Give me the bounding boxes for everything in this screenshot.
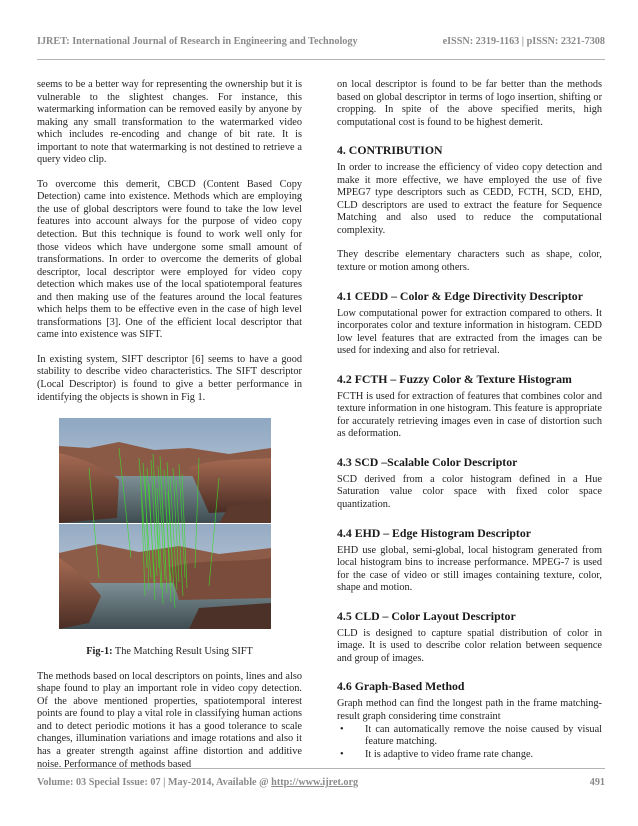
paragraph: FCTH is used for extraction of features that combines color and texture information in one histogram. This feature is appropriate for accurately retrieving images even in case of distortion such as deformation.	[337, 390, 602, 440]
running-footer	[37, 777, 605, 791]
sift-matching-image	[59, 418, 271, 629]
issn-info: eISSN: 2319-1163 | pISSN: 2321-7308	[442, 36, 605, 47]
paragraph: on local descriptor is found to be far better than the methods based on global descriptor in terms of logo insertion, shifting or cropping. In spite of the above specified merits, high computational cost is found to be highest demerit.	[337, 79, 602, 128]
paragraph: Low computational power for extraction compared to others. It incorporates color and texture information in histogram. CEDD low level features that are extracted from the images can be used for indexing and also for retrieval.	[337, 307, 602, 357]
paragraph: Graph method can find the longest path in the frame matching-result graph considering time constraint	[337, 698, 602, 722]
figure-sift-matching	[59, 418, 271, 629]
running-header	[37, 36, 605, 52]
section-heading: 4.1 CEDD – Color & Edge Directivity Descriptor	[337, 288, 583, 303]
page-number: 491	[589, 777, 605, 788]
left-column	[37, 79, 302, 771]
paragraph: CLD is designed to capture spatial distribution of color in image. It is used to describe color relation between sequence and group of images.	[337, 627, 602, 664]
section-heading: 4.2 FCTH – Fuzzy Color & Texture Histogram	[337, 371, 572, 386]
header-rule	[37, 59, 605, 60]
paragraph: SCD derived from a color histogram defined in a Hue Saturation value color space with fixed color space quantization.	[337, 473, 602, 511]
journal-title: IJRET: International Journal of Research in Engineering and Technology	[37, 36, 358, 47]
paragraph: In existing system, SIFT descriptor [6] seems to have a good stability to describe video characteristics. The SIFT descriptor (Local Descriptor) is found to give a better performance in identifying the objects is shown in Fig 1.	[37, 353, 302, 403]
paragraph: In order to increase the efficiency of video copy detection and make it more effective, we have employed the use of five MPEG7 type descriptors such as CEDD, FCTH, SCD, EHD, CLD descriptors are used to extract the feature for Sequence Matching and also used to reduce the computational complexity.	[337, 162, 602, 236]
paragraph: EHD use global, semi-global, local histogram generated from local histogram bins to increase performance. MPEG-7 is used for the case of video or still images containing texture, color, shape and motion.	[337, 544, 602, 594]
paragraph: They describe elementary characters such as shape, color, texture or motion among others.	[337, 249, 602, 274]
journal-link[interactable]: http://www.ijret.org	[271, 777, 359, 788]
paragraph: seems to be a better way for representing the ownership but it is vulnerable to the slightest changes. For instance, this watermarking information can be removed easily by anyone by making any small transformation to the watermarked video which includes re-encoding and change of bit rate. It is important to note that watermarking is not destined to retrieve a query video clip.	[37, 79, 302, 166]
bullet-icon: •	[340, 748, 344, 760]
footer-volume: Volume: 03 Special Issue: 07 | May-2014, Available @ http://www.ijret.org	[37, 777, 359, 788]
footer-rule	[37, 768, 605, 769]
bullet-icon: •	[340, 723, 344, 735]
list-item: • It is adaptive to video frame rate change.	[340, 748, 534, 760]
caption-label: Fig-1:	[86, 646, 113, 658]
section-heading: 4.4 EHD – Edge Histogram Descriptor	[337, 525, 531, 540]
section-heading: 4.5 CLD – Color Layout Descriptor	[337, 608, 516, 623]
paragraph: The methods based on local descriptors on points, lines and also shape found to play an important role in video copy detection. Of the above mentioned properties, spatiotemporal interest points are found to play a vital role in classifying human actions and to detect periodic motions it has a good tolerance to scale changes, illumination variations and image rotations and also it has a greater strength against affine distortion and additive noise. Performance of methods based	[37, 670, 302, 770]
section-heading: 4.3 SCD –Scalable Color Descriptor	[337, 454, 518, 469]
section-heading: 4. CONTRIBUTION	[337, 143, 443, 158]
list-item: • It can automatically remove the noise caused by visual feature matching.	[340, 723, 602, 748]
right-column	[337, 79, 602, 761]
caption-text: The Matching Result Using SIFT	[112, 646, 253, 658]
section-heading: 4.6 Graph-Based Method	[337, 679, 465, 694]
bullet-list	[337, 724, 602, 762]
paragraph: To overcome this demerit, CBCD (Content Based Copy Detection) came into existence. Methods which are employing the use of global descriptors were found to take the low level features into account always for the purpose of video copy detection. But this technique is found to work well only for those videos which have undergone some small amount of transformations. In order to overcome the demerits of global descriptor, local descriptor were employed for video copy detection which makes use of the local spatiotemporal features and then making use of the features around the local features which helps them to be effective even in the case of high level transformations [3]. One of the efficient local descriptor that came into existence was SIFT.	[37, 178, 302, 341]
figure-caption	[37, 646, 302, 659]
